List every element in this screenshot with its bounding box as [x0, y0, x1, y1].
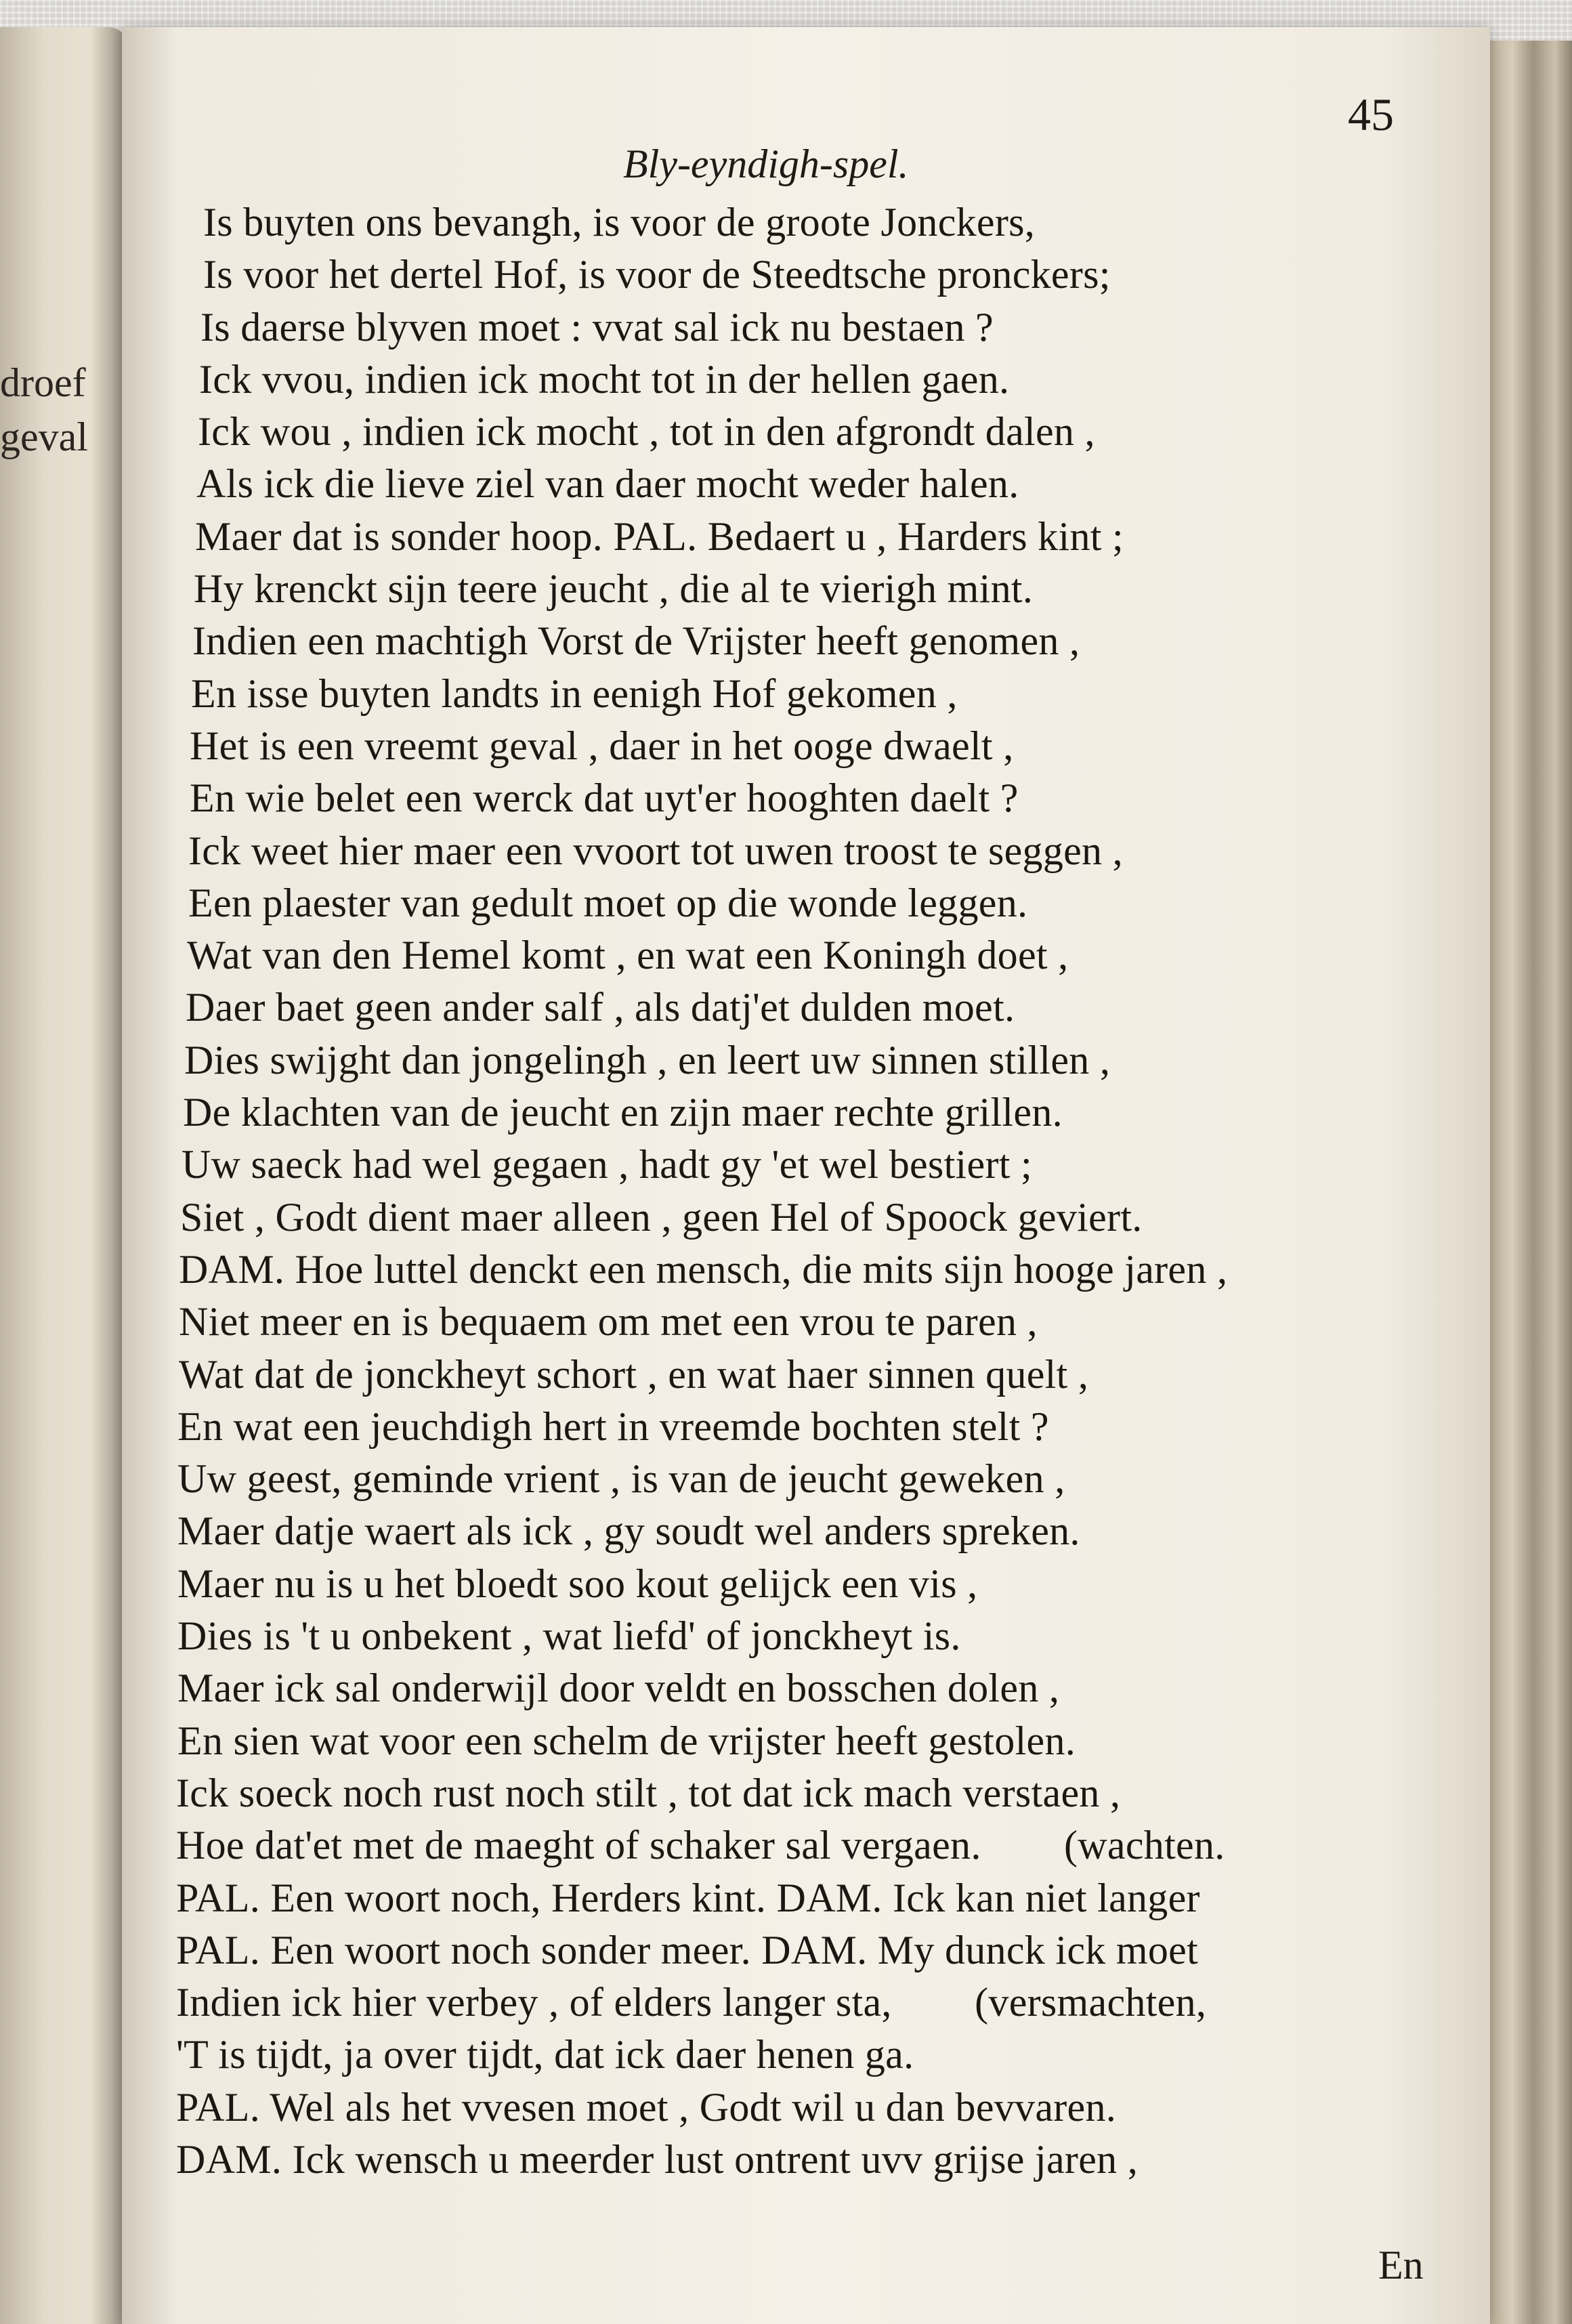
verse-line: Ick wou , indien ick mocht , tot in den afgrondt dalen ,: [198, 409, 1095, 455]
verse-line: Hy krenckt sijn teere jeucht , die al te vierigh mint.: [194, 566, 1034, 612]
verse-line: Uw geest, geminde vrient , is van de jeucht geweken ,: [177, 1456, 1065, 1502]
verse-line: PAL. Een woort noch, Herders kint. DAM. Ick kan niet langer: [176, 1875, 1200, 1920]
left-page-fragment: droef: [0, 360, 86, 405]
verse-line: En wie belet een werck dat uyt'er hooghten daelt ?: [190, 776, 1019, 821]
verse-line: Daer baet geen ander salf , als datj'et dulden moet.: [186, 985, 1015, 1030]
catchword: En: [1378, 2243, 1424, 2287]
verse-line: Ick weet hier maer een vvoort tot uwen troost te seggen ,: [188, 828, 1123, 873]
page-stack-edge: [1487, 41, 1572, 2324]
verse-line: Uw saeck had wel gegaen , hadt gy 'et wel bestiert ;: [182, 1142, 1032, 1187]
verse-line: Het is een vreemt geval , daer in het ooge dwaelt ,: [190, 723, 1014, 768]
book-page: [122, 27, 1490, 2324]
verse-line: 'T is tijdt, ja over tijdt, dat ick daer henen ga.: [176, 2032, 914, 2077]
verse-line: Een plaester van gedult moet op die wonde leggen.: [188, 880, 1028, 925]
verse-block: [176, 196, 1477, 2186]
verse-line: Maer datje waert als ick , gy soudt wel anders spreken.: [177, 1508, 1080, 1554]
previous-page-edge: [0, 27, 129, 2324]
verse-line: Hoe dat'et met de maeght of schaker sal vergaen. (wachten.: [176, 1823, 1225, 1868]
verse-line: En wat een jeuchdigh hert in vreemde bochten stelt ?: [177, 1403, 1049, 1449]
verse-line: Maer dat is sonder hoop. PAL. Bedaert u , Harders kint ;: [195, 513, 1124, 559]
verse-line: Is voor het dertel Hof, is voor de Steedtsche pronckers;: [203, 252, 1111, 297]
verse-line: Indien een machtigh Vorst de Vrijster heeft genomen ,: [192, 618, 1080, 664]
verse-line: Niet meer en is bequaem om met een vrou te paren ,: [179, 1299, 1038, 1345]
verse-line: Wat dat de jonckheyt schort , en wat haer sinnen quelt ,: [179, 1351, 1089, 1397]
verse-line: Maer nu is u het bloedt soo kout gelijck een vis ,: [177, 1561, 978, 1606]
verse-line: Dies is 't u onbekent , wat liefd' of jonckheyt is.: [177, 1613, 961, 1659]
running-head: Bly-eyndigh-spel.: [623, 142, 909, 186]
verse-line: Ick soeck noch rust noch stilt , tot dat ick mach verstaen ,: [176, 1770, 1121, 1815]
verse-line: Als ick die lieve ziel van daer mocht weder halen.: [196, 461, 1019, 507]
verse-line: Maer ick sal onderwijl door veldt en bosschen dolen ,: [177, 1666, 1060, 1711]
verse-line: PAL. Een woort noch sonder meer. DAM. My dunck ick moet: [176, 1927, 1199, 1972]
verse-line: DAM. Hoe luttel denckt een mensch, die mits sijn hooge jaren ,: [179, 1246, 1228, 1292]
page-number: 45: [1348, 89, 1394, 140]
verse-line: Dies swijght dan jongelingh , en leert uw sinnen stillen ,: [184, 1037, 1111, 1082]
verse-line: En sien wat voor een schelm de vrijster heeft gestolen.: [177, 1718, 1076, 1763]
verse-line: Ick vvou, indien ick mocht tot in der hellen gaen.: [199, 356, 1010, 402]
verse-line: Siet , Godt dient maer alleen , geen Hel of Spoock geviert.: [180, 1194, 1143, 1240]
verse-line: En isse buyten landts in eenigh Hof gekomen ,: [191, 671, 958, 716]
verse-line: Wat van den Hemel komt , en wat een Koningh doet ,: [187, 933, 1069, 978]
verse-line: Is daerse blyven moet : vvat sal ick nu bestaen ?: [200, 304, 994, 350]
left-page-fragment: geval: [0, 415, 88, 459]
verse-line: DAM. Ick wensch u meerder lust ontrent uvv grijse jaren ,: [176, 2136, 1139, 2182]
verse-line: Is buyten ons bevangh, is voor de groote Jonckers,: [203, 200, 1036, 245]
verse-line: De klachten van de jeucht en zijn maer rechte grillen.: [183, 1090, 1063, 1135]
verse-line: PAL. Wel als het vvesen moet , Godt wil u dan bevvaren.: [176, 2084, 1117, 2130]
verse-line: Indien ick hier verbey , of elders langer sta, (versmachten,: [176, 1980, 1207, 2025]
